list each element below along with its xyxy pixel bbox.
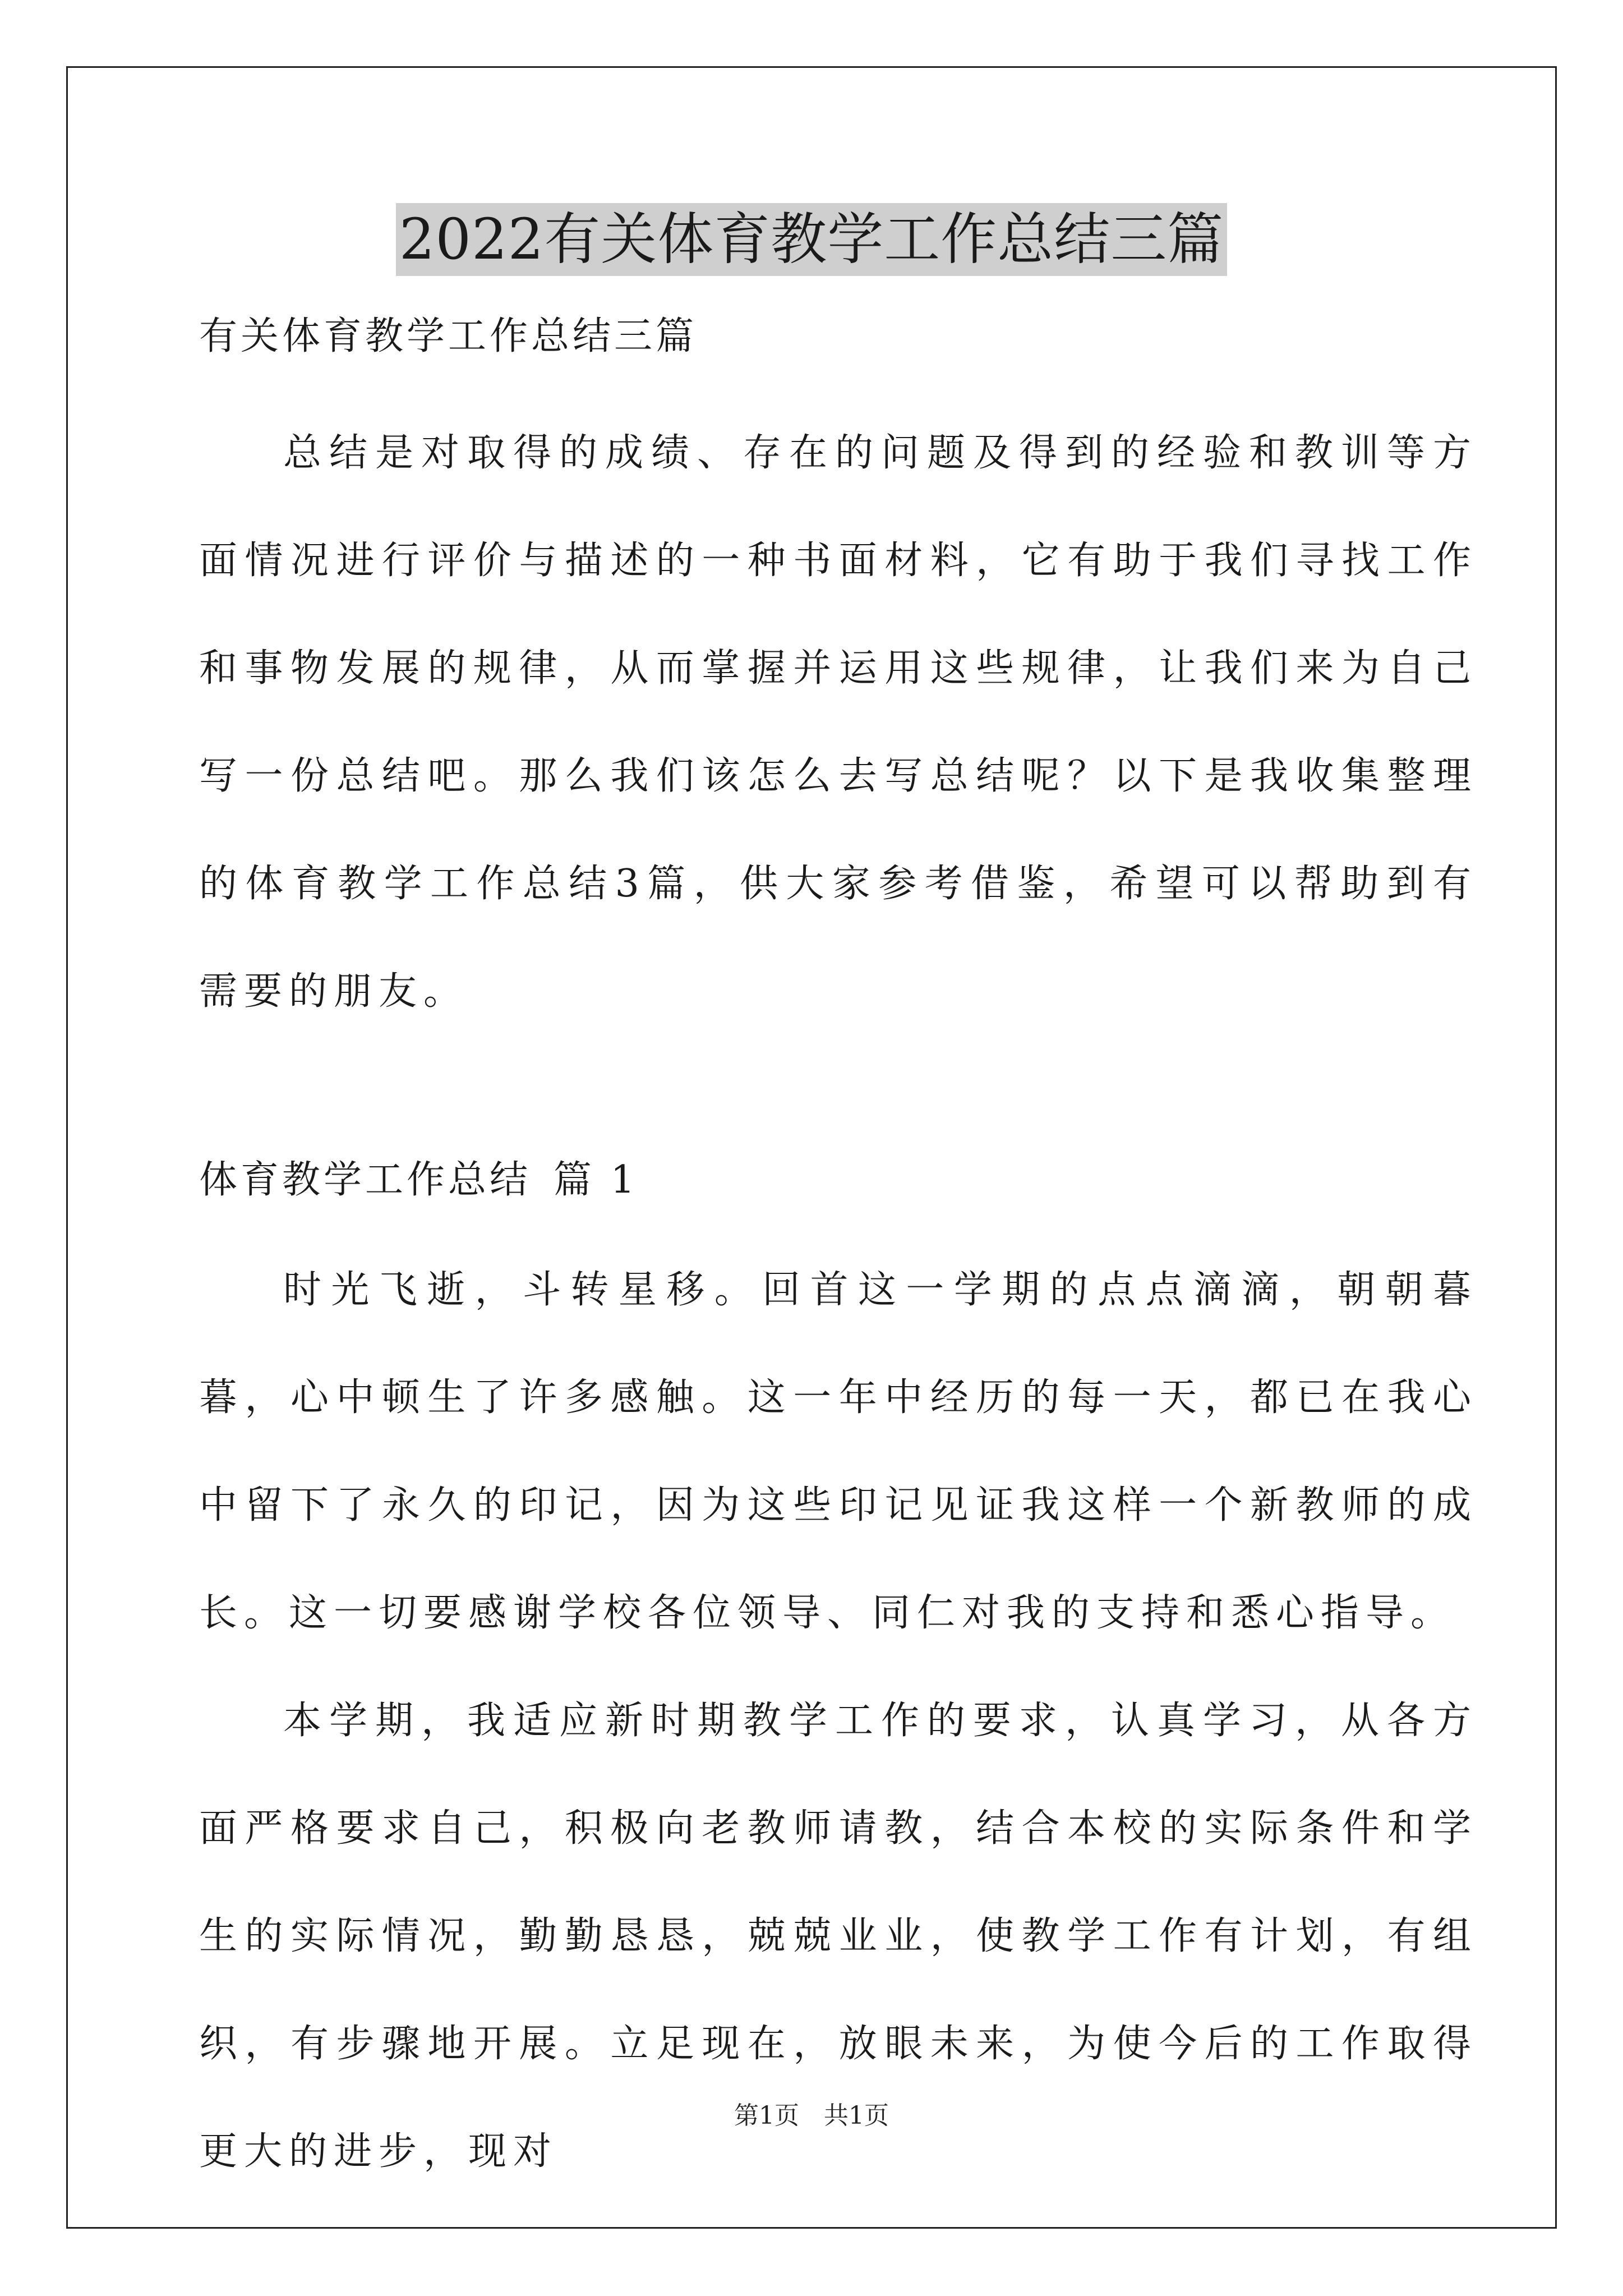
- document-body: [199, 303, 1478, 2206]
- page-footer: [0, 2099, 1623, 2133]
- page-current: 第1页: [734, 2101, 799, 2130]
- document-subtitle: 有关体育教学工作总结三篇: [199, 314, 698, 358]
- body-paragraph-2: 本学期，我适应新时期教学工作的要求，认真学习，从各方面严格要求自己，积极向老教师请教，结合本校的实际条件和学生的实际情况，勤勤恳恳，兢兢业业，使教学工作有计划，有组织，有步骤地开展。立足现在，放眼未来，为使今后的工作取得更大的进步，现对: [199, 1699, 1478, 2174]
- document-title: 2022有关体育教学工作总结三篇: [396, 203, 1228, 276]
- title-container: [0, 203, 1623, 276]
- intro-paragraph: 总结是对取得的成绩、存在的问题及得到的经验和教训等方面情况进行评价与描述的一种书面材料，它有助于我们寻找工作和事物发展的规律，从而掌握并运用这些规律，让我们来为自己写一份总结吧。那么我们该怎么去写总结呢？以下是我收集整理的体育教学工作总结3篇，供大家参考借鉴，希望可以帮助到有需要的朋友。: [199, 431, 1478, 1014]
- section-heading-text: 体育教学工作总结: [199, 1158, 532, 1202]
- body-paragraph-1: 时光飞逝，斗转星移。回首这一学期的点点滴滴，朝朝暮暮，心中顿生了许多感触。这一年中经历的每一天，都已在我心中留下了永久的印记，因为这些印记见证我这样一个新教师的成长。这一切要感谢学校各位领导、同仁对我的支持和悉心指导。: [199, 1268, 1478, 1635]
- section-heading: [199, 1147, 1478, 1214]
- page-total: 共1页: [824, 2101, 889, 2130]
- section-number: 篇 1: [554, 1158, 638, 1202]
